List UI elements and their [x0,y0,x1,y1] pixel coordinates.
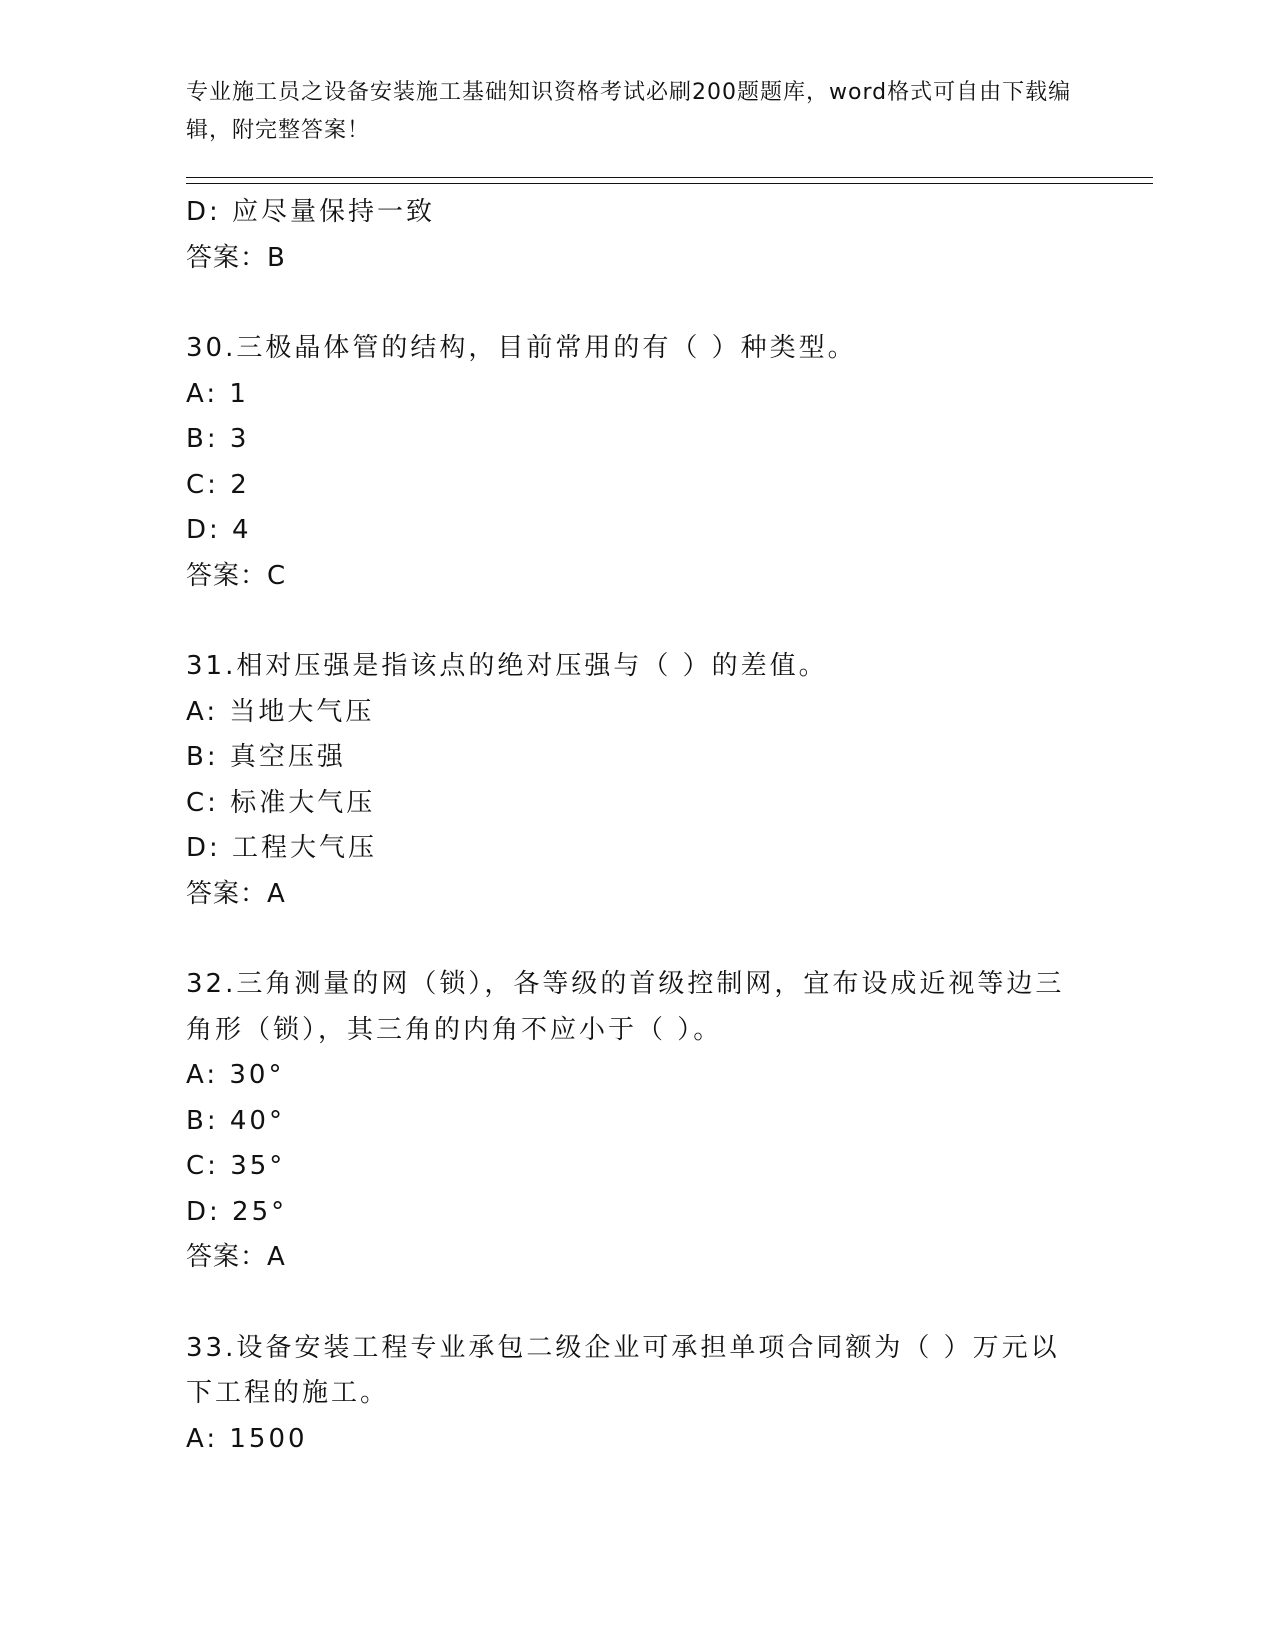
answer-value: C [267,560,287,591]
answer-label: 答案： [186,560,268,591]
option-text: 2 [230,469,250,500]
question-30 [186,326,1086,599]
option-letter: B: [186,424,219,454]
option-letter: D: [186,197,221,227]
answer-line [186,236,1086,282]
option-letter: D: [186,515,221,545]
option-a [186,1417,1086,1463]
option-text: 30° [229,1060,285,1090]
option-a [186,1053,1086,1099]
question-text [186,1326,1086,1417]
option-text: 35° [230,1151,286,1181]
answer-value: B [267,242,286,273]
option-text: 4 [232,515,252,545]
header-divider-top [186,177,1153,178]
option-text: 1 [229,378,249,409]
option-letter: B: [186,742,219,772]
option-text: 当地大气压 [229,696,375,727]
question-number: 30. [186,333,237,363]
option-b [186,417,1086,463]
option-text: 40° [229,1105,285,1136]
answer-line [186,872,1086,918]
option-c [186,1144,1086,1190]
option-text: 3 [229,424,250,454]
question-number: 32. [186,969,237,999]
question-text [186,644,1086,690]
option-text: 工程大气压 [232,833,378,863]
option-c [186,781,1086,827]
option-a [186,690,1086,736]
option-d [186,190,1086,236]
option-text: 1500 [229,1423,308,1454]
option-letter: C: [186,1151,219,1181]
question-31 [186,644,1086,917]
question-stem: 三角测量的网（锁），各等级的首级控制网，宜布设成近视等边三角形（锁），其三角的内角不应小于（ ）。 [186,969,1065,1045]
option-letter: A: [186,378,219,409]
option-letter: A: [186,1423,219,1454]
document-header [186,74,1086,150]
option-letter: B: [186,1105,219,1136]
answer-label: 答案： [186,878,268,909]
option-letter: A: [186,696,219,727]
option-d [186,826,1086,872]
option-a [186,372,1086,418]
option-d [186,508,1086,554]
option-letter: C: [186,787,219,818]
answer-label: 答案： [186,242,268,273]
question-list [186,190,1086,1462]
question-number: 33. [186,1332,237,1363]
question-number: 31. [186,651,237,681]
question-33 [186,1326,1086,1463]
header-title: 专业施工员之设备安装施工基础知识资格考试必刷200题题库，word格式可自由下载编辑，附完整答案！ [186,80,1072,143]
option-b [186,735,1086,781]
option-letter: C: [186,469,219,500]
option-text: 25° [232,1196,288,1227]
option-letter: A: [186,1060,219,1090]
option-letter: D: [186,833,221,863]
question-text [186,326,1086,372]
option-letter: D: [186,1196,221,1227]
question-32 [186,962,1086,1281]
answer-label: 答案： [186,1242,268,1272]
question-stem: 设备安装工程专业承包二级企业可承担单项合同额为（ ）万元以下工程的施工。 [186,1332,1060,1408]
header-divider-bottom [186,183,1153,184]
question-text [186,962,1086,1053]
question-stem: 三极晶体管的结构，目前常用的有（ ）种类型。 [236,333,857,363]
answer-value: A [267,878,286,909]
option-b [186,1099,1086,1145]
option-text: 应尽量保持一致 [232,197,436,227]
option-text: 标准大气压 [230,787,376,818]
option-c [186,463,1086,509]
answer-value: A [267,1242,286,1272]
option-text: 真空压强 [229,742,346,772]
question-stem: 相对压强是指该点的绝对压强与（ ）的差值。 [236,651,828,681]
option-d [186,1190,1086,1236]
answer-line [186,1235,1086,1281]
answer-line [186,554,1086,600]
